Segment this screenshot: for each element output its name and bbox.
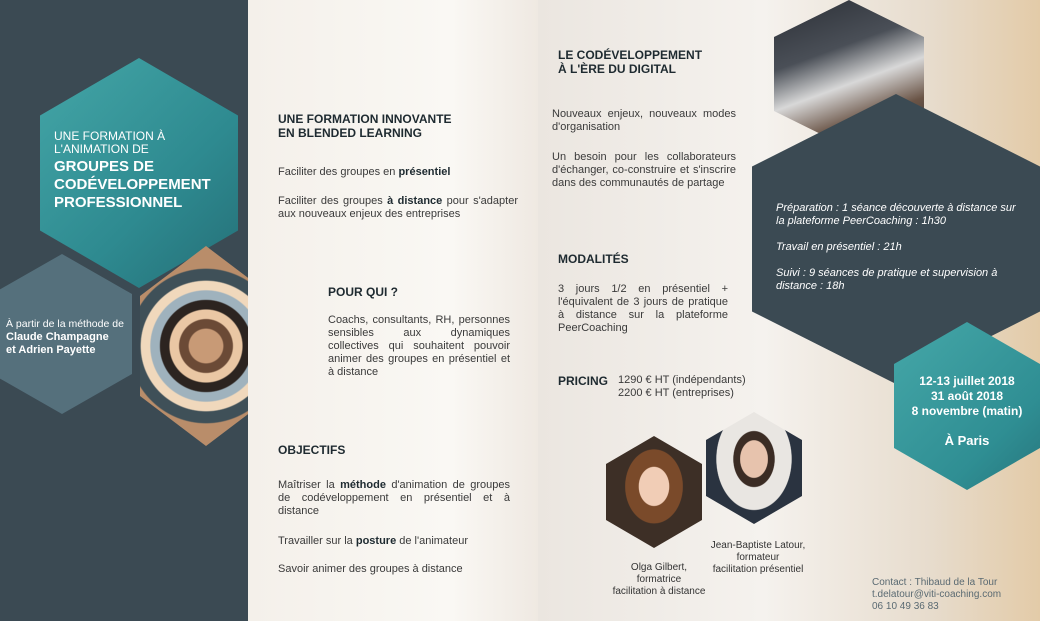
- schedule-suivi: Suivi : 9 séances de pratique et supervision à distance : 18h: [776, 267, 998, 292]
- schedule-preparation: Préparation : 1 séance découverte à distance sur la plateforme PeerCoaching : 1h30: [776, 202, 1016, 227]
- obj1-bold: méthode: [340, 479, 386, 491]
- pre-title-2: L'ANIMATION DE: [54, 142, 149, 156]
- obj2-text-end: de l'animateur: [396, 535, 468, 547]
- jean-baptiste-photo: [706, 412, 802, 524]
- blended-p1-bold: présentiel: [398, 166, 451, 178]
- left-panel: [0, 0, 248, 621]
- olga-photo: [606, 436, 702, 548]
- jb-role-2: facilitation présentiel: [712, 564, 804, 575]
- obj2-bold: posture: [355, 535, 397, 547]
- contact-email[interactable]: t.delatour@viti-coaching.com: [872, 589, 1002, 600]
- pricing-label: PRICING: [558, 374, 609, 388]
- olga-name: Olga Gilbert,: [630, 562, 688, 573]
- method-intro: À partir de la méthode de: [6, 318, 124, 330]
- digital-paragraph-2: Un besoin pour les collaborateurs d'échanger, co-construire et s'inscrire dans des communautés de partage: [552, 151, 736, 189]
- obj1-text-end: d'animation de groupes de codéveloppement en présentiel et à distance: [278, 479, 510, 517]
- date-3: 8 novembre (matin): [911, 404, 1023, 418]
- objectifs-heading: OBJECTIFS: [278, 443, 346, 457]
- blended-p2-text-end: pour s'adapter aux nouveaux enjeux des entreprises: [278, 195, 518, 220]
- olga-role-1: formatrice: [636, 574, 682, 585]
- schedule-travail: Travail en présentiel : 21h: [776, 241, 902, 253]
- jb-role-1: formateur: [736, 552, 780, 563]
- schedule-block: [776, 202, 1020, 293]
- blended-p2-bold: à distance: [387, 195, 443, 207]
- olga-role-2: facilitation à distance: [612, 586, 706, 597]
- middle-panel: [248, 0, 538, 621]
- title-2: CODÉVELOPPEMENT: [54, 176, 211, 193]
- method-authors-2: et Adrien Payette: [6, 344, 96, 356]
- blended-paragraph-2: [278, 195, 518, 221]
- method-authors-1: Claude Champagne: [6, 331, 109, 343]
- contact-phone[interactable]: 06 10 49 36 83: [872, 601, 939, 612]
- objectif-1: [278, 479, 510, 518]
- jb-name: Jean-Baptiste Latour,: [710, 540, 806, 551]
- objectif-3: Savoir animer des groupes à distance: [278, 563, 463, 575]
- modalites-heading: MODALITÉS: [558, 252, 629, 266]
- blended-p1-text: Faciliter des groupes en: [278, 166, 399, 178]
- lieu: À Paris: [944, 433, 990, 448]
- pre-title-1: UNE FORMATION À: [54, 129, 166, 143]
- title-block: [54, 130, 234, 212]
- digital-paragraph-1: Nouveaux enjeux, nouveaux modes d'organisation: [552, 108, 736, 133]
- date-1: 12-13 juillet 2018: [919, 374, 1015, 388]
- objectif-2: [278, 535, 518, 548]
- dates-block: [894, 374, 1040, 448]
- digital-heading: [558, 48, 702, 76]
- title-3: PROFESSIONNEL: [54, 194, 183, 211]
- method-block: [6, 318, 136, 357]
- pricing-entreprises: 2200 € HT (entreprises): [618, 387, 734, 399]
- title-1: GROUPES DE: [54, 158, 155, 175]
- blended-p2-text: Faciliter des groupes: [278, 195, 388, 207]
- contact-name: Contact : Thibaud de la Tour: [872, 577, 998, 588]
- obj1-text: Maîtriser la: [278, 479, 341, 491]
- digital-heading-line-2: À L'ÈRE DU DIGITAL: [558, 62, 676, 76]
- obj2-text: Travailler sur la: [278, 535, 356, 547]
- blended-heading-line-2: EN BLENDED LEARNING: [278, 126, 423, 140]
- contact-block: [872, 577, 1038, 613]
- pricing-independants: 1290 € HT (indépendants): [618, 374, 746, 386]
- jean-baptiste-caption: [688, 540, 828, 576]
- date-2: 31 août 2018: [930, 389, 1004, 403]
- digital-heading-line-1: LE CODÉVELOPPEMENT: [558, 48, 703, 62]
- pourqui-text: Coachs, consultants, RH, personnes sensibles aux dynamiques collectives qui souhaitent pouvoir animer des groupes en présentiel et à distance: [328, 314, 510, 378]
- right-panel: [538, 0, 1040, 621]
- blended-heading-line-1: UNE FORMATION INNOVANTE: [278, 112, 452, 126]
- pricing-values: [618, 374, 778, 400]
- blended-heading: [278, 112, 498, 140]
- pourqui-heading: POUR QUI ?: [328, 285, 399, 299]
- blended-paragraph-1: [278, 166, 518, 179]
- modalites-text: 3 jours 1/2 en présentiel + l'équivalent de 3 jours de pratique à distance sur la plateforme PeerCoaching: [558, 283, 728, 334]
